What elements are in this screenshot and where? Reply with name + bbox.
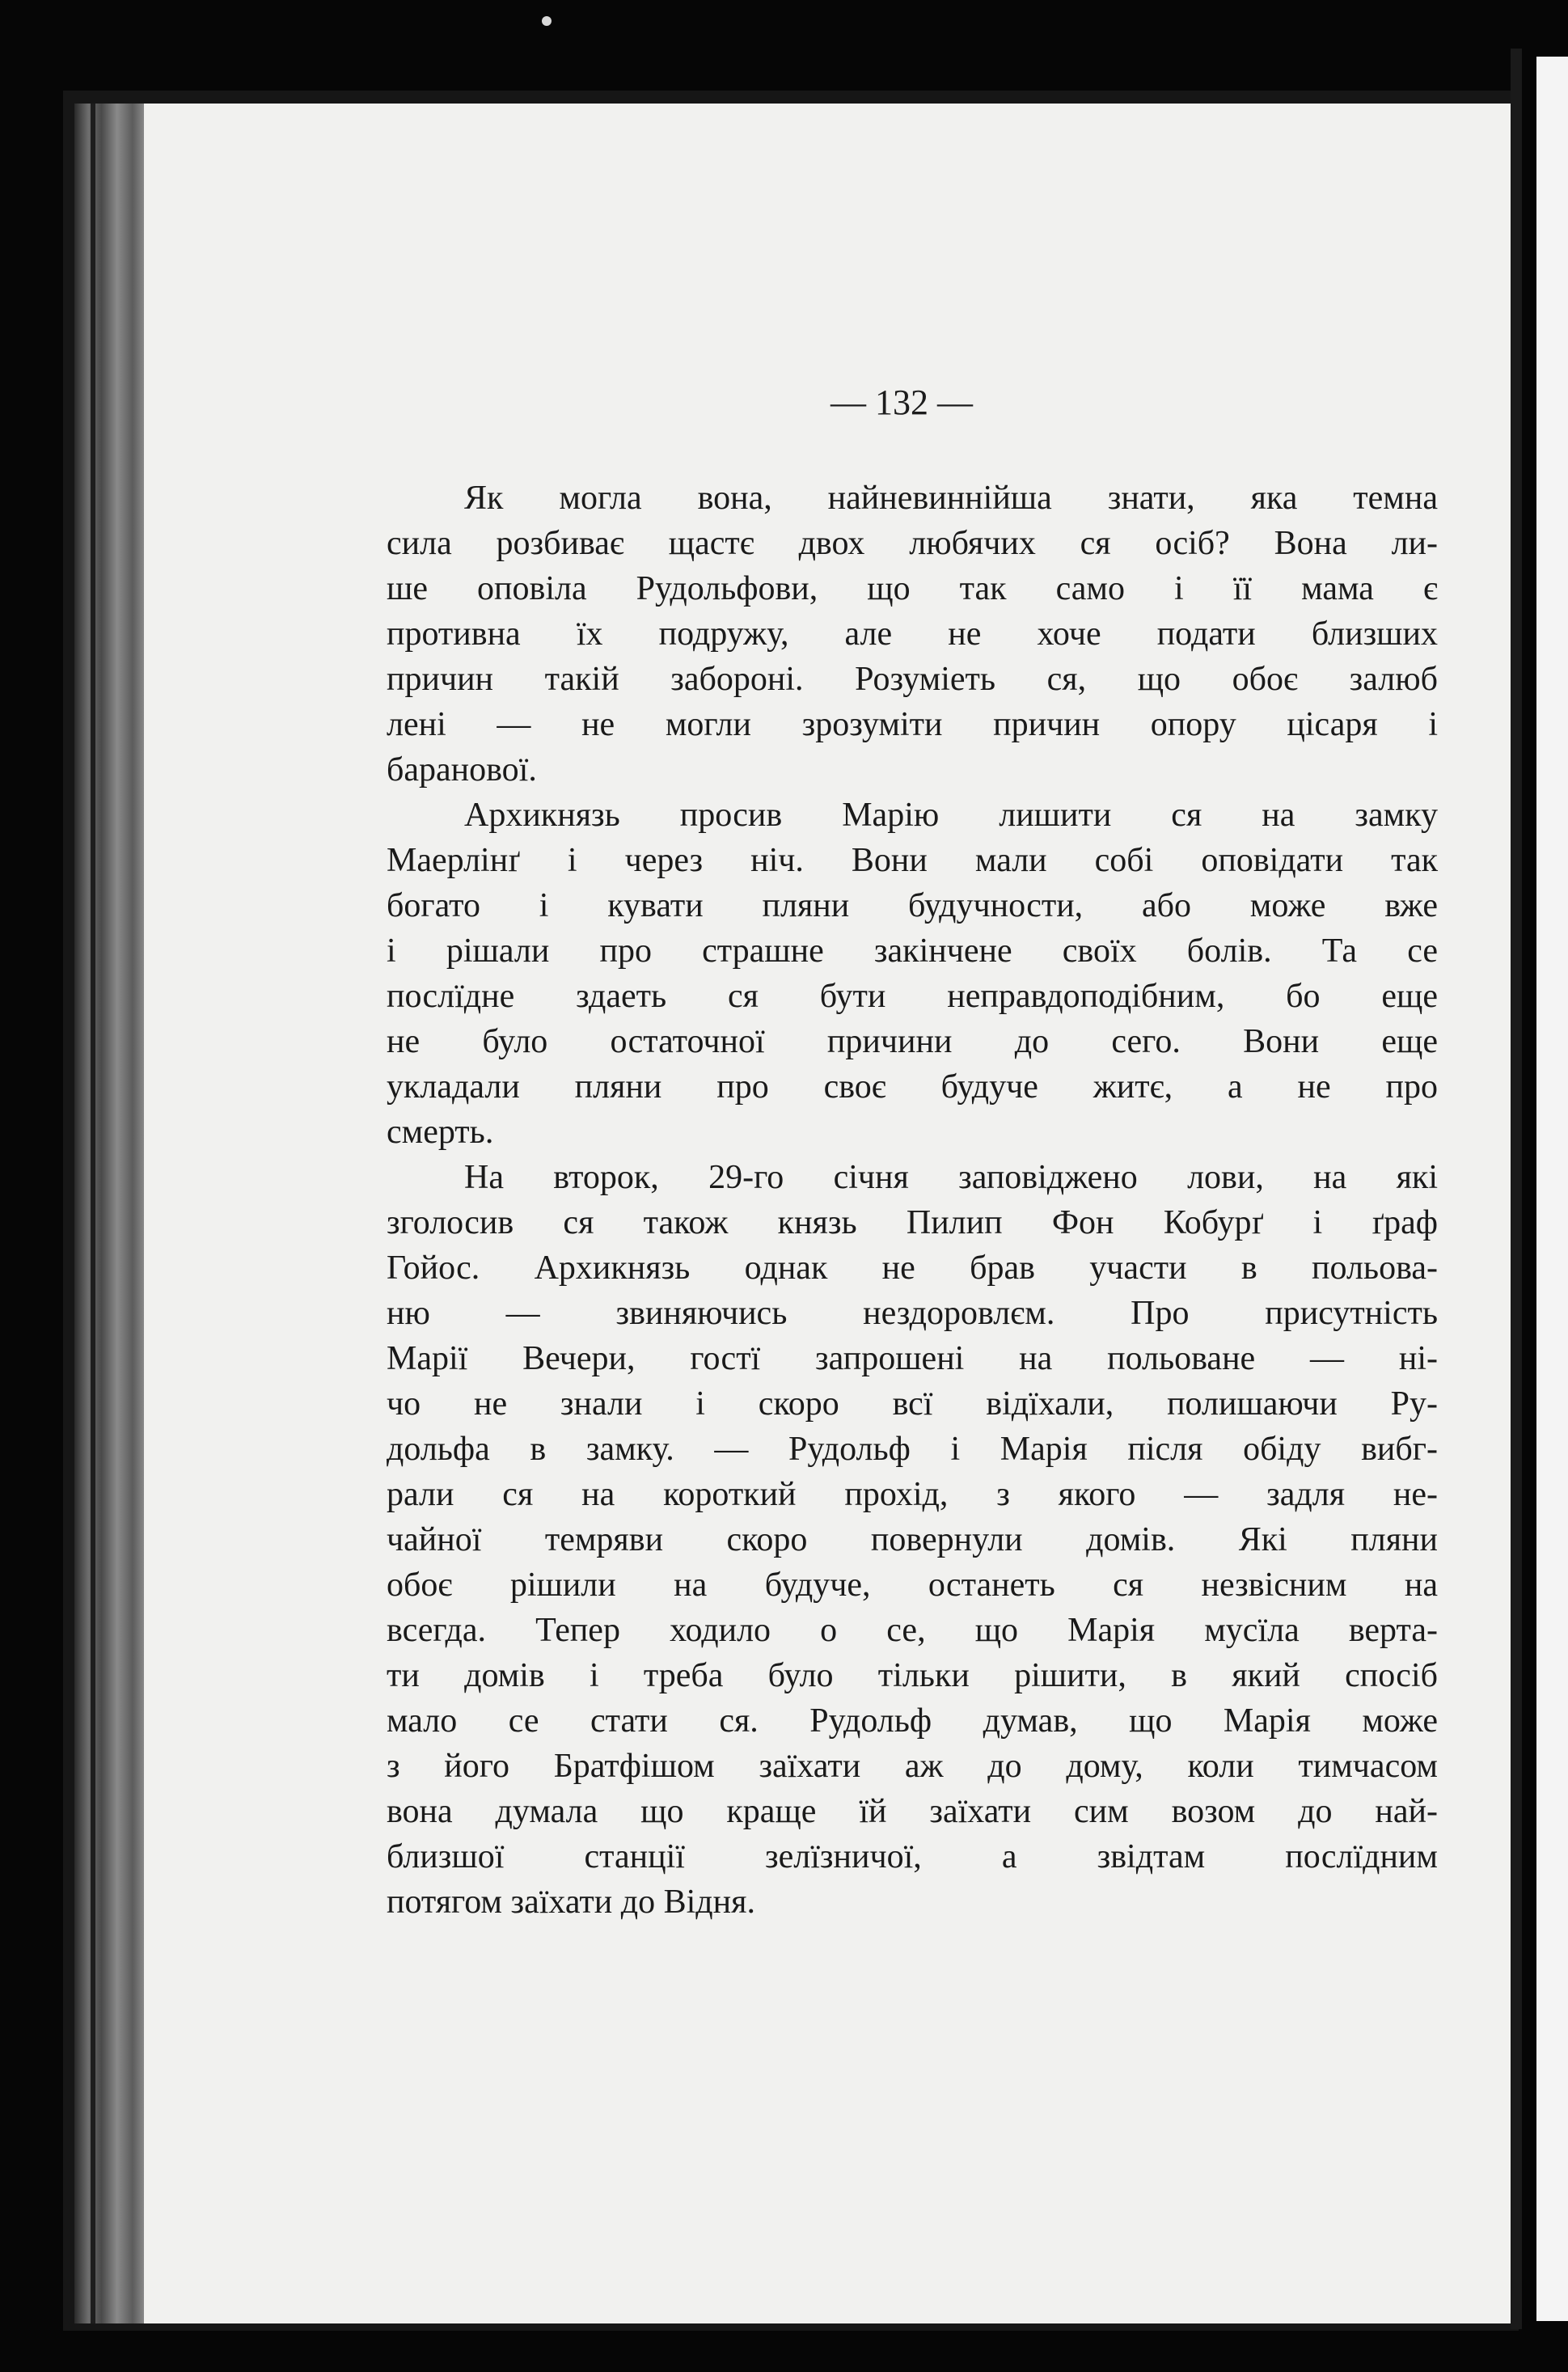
body-text bbox=[387, 476, 1438, 1925]
text-line: послїдне здаеть ся бути неправдоподібним, бо еще bbox=[387, 978, 1438, 1015]
text-line: Маерлінґ і через ніч. Вони мали собі оповідати так bbox=[387, 842, 1438, 879]
text-line: вона думала що краще їй заїхати сим возом до най- bbox=[387, 1793, 1438, 1830]
page-edge-shadow bbox=[1511, 49, 1522, 2329]
text-line: дольфа в замку. — Рудольф і Марія після обіду вибг- bbox=[387, 1431, 1438, 1468]
text-line: ти домів і треба було тільки рішити, в який спосіб bbox=[387, 1657, 1438, 1694]
text-line: близшої станції зелїзничої, а звідтам послїдним bbox=[387, 1838, 1438, 1875]
spine-binding-line bbox=[91, 104, 95, 2323]
text-line: баранової. bbox=[387, 751, 537, 789]
text-line: Як могла вона, найневиннійша знати, яка темна bbox=[464, 480, 1438, 517]
text-line: Архикнязь просив Марію лишити ся на замку bbox=[464, 797, 1438, 834]
text-line: і рішали про страшне закінчене своїх болів. Та се bbox=[387, 932, 1438, 970]
page-number: — 132 — bbox=[830, 383, 973, 422]
text-line: богато і кувати пляни будучности, або може вже bbox=[387, 887, 1438, 924]
scan-speck bbox=[542, 16, 552, 26]
text-line: сила розбиває щастє двох любячих ся осіб? Вона ли- bbox=[387, 525, 1438, 562]
paragraph bbox=[387, 793, 1438, 1155]
text-line: рали ся на короткий прохід, з якого — задля не- bbox=[387, 1476, 1438, 1513]
text-line: Марії Вечери, гостї запрошені на польоване — ні- bbox=[387, 1340, 1438, 1377]
adjacent-page-strip bbox=[1536, 57, 1568, 2321]
text-line: ню — звиняючись нездоровлєм. Про присутність bbox=[387, 1295, 1438, 1332]
paragraph bbox=[387, 476, 1438, 793]
text-line: противна їх подружу, але не хоче подати близших bbox=[387, 615, 1438, 653]
text-line: обоє рішили на будуче, останеть ся незвісним на bbox=[387, 1567, 1438, 1604]
text-line: причин такій забороні. Розуміеть ся, що обоє залюб bbox=[387, 661, 1438, 698]
text-line: чайної темряви скоро повернули домів. Які пляни bbox=[387, 1521, 1438, 1558]
text-line: мало се стати ся. Рудольф думав, що Марія може bbox=[387, 1702, 1438, 1740]
text-line: чо не знали і скоро всї відїхали, полишаючи Ру- bbox=[387, 1385, 1438, 1423]
text-line: смерть. bbox=[387, 1114, 494, 1151]
text-line: Гойос. Архикнязь однак не брав участи в польова- bbox=[387, 1249, 1438, 1287]
text-line: не було остаточної причини до сего. Вони еще bbox=[387, 1023, 1438, 1060]
text-line: На второк, 29-го січня заповіджено лови, на які bbox=[464, 1159, 1438, 1196]
text-line: з його Братфішом заїхати аж до дому, коли тимчасом bbox=[387, 1748, 1438, 1785]
text-line: потягом заїхати до Відня. bbox=[387, 1884, 755, 1921]
text-line: зголосив ся також князь Пилип Фон Кобурґ і ґраф bbox=[387, 1204, 1438, 1241]
text-line: лені — не могли зрозуміти причин опору цісаря і bbox=[387, 706, 1438, 743]
text-line: ше оповіла Рудольфови, що так само і її мама є bbox=[387, 570, 1438, 607]
text-line: укладали пляни про своє будуче житє, а не про bbox=[387, 1068, 1438, 1106]
paragraph bbox=[387, 1155, 1438, 1925]
book-spine bbox=[74, 104, 152, 2323]
text-line: всегда. Тепер ходило о се, що Марія мусїла верта- bbox=[387, 1612, 1438, 1649]
